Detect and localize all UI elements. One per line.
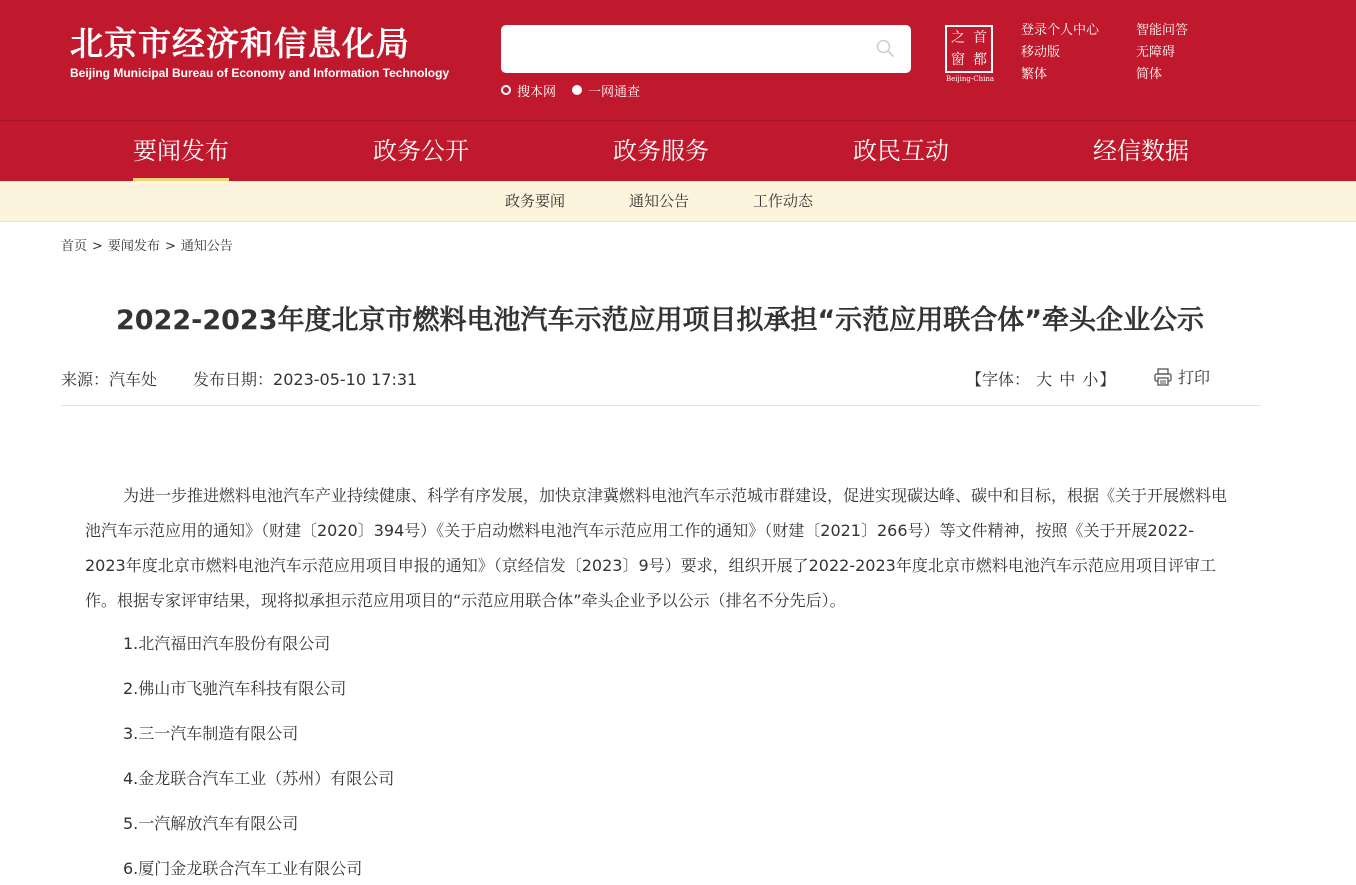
site-header <box>0 0 1356 120</box>
seal-caption: Beijing-China <box>945 75 995 83</box>
nav-item-gov-services[interactable]: 政务服务 <box>613 137 709 165</box>
main-nav <box>0 120 1356 181</box>
site-logo-title[interactable]: 北京市经济和信息化局 <box>70 24 410 63</box>
page-title: 2022-2023年度北京市燃料电池汽车示范应用项目拟承担“示范应用联合体”牵头企业公示 <box>116 305 1204 336</box>
link-login[interactable]: 登录个人中心 <box>1021 23 1100 38</box>
subnav-item-news[interactable]: 政务要闻 <box>505 192 566 210</box>
search-scope-all-label: 一网通查 <box>588 84 641 100</box>
breadcrumb-home[interactable]: 首页 <box>61 239 88 254</box>
radio-selected-icon <box>572 85 582 95</box>
seal-char: 之 <box>951 30 965 46</box>
link-smart-qa[interactable]: 智能问答 <box>1136 23 1189 38</box>
date-label: 发布日期： <box>193 370 274 389</box>
seal-char: 窗 <box>951 52 965 68</box>
article-meta <box>61 367 417 390</box>
link-simplified[interactable]: 简体 <box>1136 67 1163 82</box>
capital-window-logo[interactable] <box>943 25 995 81</box>
printer-icon <box>1153 367 1173 387</box>
company-list-item: 6.厦门金龙联合汽车工业有限公司 <box>123 859 363 878</box>
nav-item-gov-affairs[interactable]: 政务公开 <box>373 137 469 165</box>
company-list-item: 4.金龙联合汽车工业（苏州）有限公司 <box>123 769 395 788</box>
breadcrumb-separator: > <box>92 239 103 254</box>
font-size-label: 【字体： <box>966 370 1031 389</box>
seal-char: 首 <box>973 30 987 46</box>
subnav-item-work[interactable]: 工作动态 <box>753 192 814 210</box>
font-size-control <box>966 367 1115 390</box>
article-paragraph: 为进一步推进燃料电池汽车产业持续健康、科学有序发展，加快京津冀燃料电池汽车示范城市群建设，促进实现碳达峰、碳中和目标，根据《关于开展燃料电池汽车示范应用的通知》（财建〔2020〕394号）《关于启动燃料电池汽车示范应用工作的通知》（财建〔2021〕266号）等文件精神，按照《关于开展2022-2023年度北京市燃料电池汽车示范应用项目申报的通知》（京经信发〔2023〕9号）要求，组织开展了2022-2023年度北京市燃料电池汽车示范应用项目评审工作。根据专家评审结果，现将拟承担示范应用项目的“示范应用联合体”牵头企业予以公示（排名不分先后）。 <box>85 486 1228 610</box>
breadcrumb-notices[interactable]: 通知公告 <box>180 239 233 254</box>
print-label: 打印 <box>1178 368 1211 387</box>
source-value: 汽车处 <box>109 370 158 389</box>
company-list-item: 5.一汽解放汽车有限公司 <box>123 814 299 833</box>
search-input[interactable] <box>501 25 911 73</box>
font-size-small[interactable]: 小 <box>1082 370 1099 389</box>
company-list-item: 2.佛山市飞驰汽车科技有限公司 <box>123 679 347 698</box>
search-scope-site-label: 搜本网 <box>517 84 557 100</box>
date-value: 2023-05-10 17:31 <box>273 370 418 389</box>
breadcrumb-news[interactable]: 要闻发布 <box>107 239 160 254</box>
search-scope-site[interactable] <box>501 81 556 100</box>
search-scope-options <box>501 81 656 99</box>
link-mobile[interactable]: 移动版 <box>1021 45 1061 60</box>
top-links <box>1021 22 1221 84</box>
radio-unselected-icon <box>501 85 511 95</box>
search-scope-all[interactable] <box>572 81 640 100</box>
sub-nav <box>0 181 1356 222</box>
link-traditional[interactable]: 繁体 <box>1021 67 1048 82</box>
breadcrumb-separator: > <box>164 239 176 254</box>
company-list-item: 1.北汽福田汽车股份有限公司 <box>123 634 331 653</box>
seal-icon <box>945 25 993 73</box>
source-label: 来源： <box>61 370 110 389</box>
meta-divider <box>61 405 1261 406</box>
nav-item-data[interactable]: 经信数据 <box>1093 137 1189 165</box>
company-list-item: 3.三一汽车制造有限公司 <box>123 724 299 743</box>
nav-item-news[interactable]: 要闻发布 <box>133 121 229 181</box>
nav-item-interaction[interactable]: 政民互动 <box>853 137 949 165</box>
link-accessibility[interactable]: 无障碍 <box>1136 45 1176 60</box>
search-icon[interactable] <box>875 38 895 58</box>
breadcrumb <box>61 235 233 254</box>
seal-char: 都 <box>973 52 987 68</box>
print-button[interactable] <box>1153 365 1210 388</box>
subnav-item-notices[interactable]: 通知公告 <box>629 192 690 210</box>
font-size-large[interactable]: 大 <box>1036 370 1053 389</box>
article-body <box>85 478 1228 878</box>
site-logo-subtitle: Beijing Municipal Bureau of Economy and Information Technology <box>70 66 450 80</box>
font-size-end: 】 <box>1099 370 1116 389</box>
font-size-medium[interactable]: 中 <box>1059 370 1076 389</box>
